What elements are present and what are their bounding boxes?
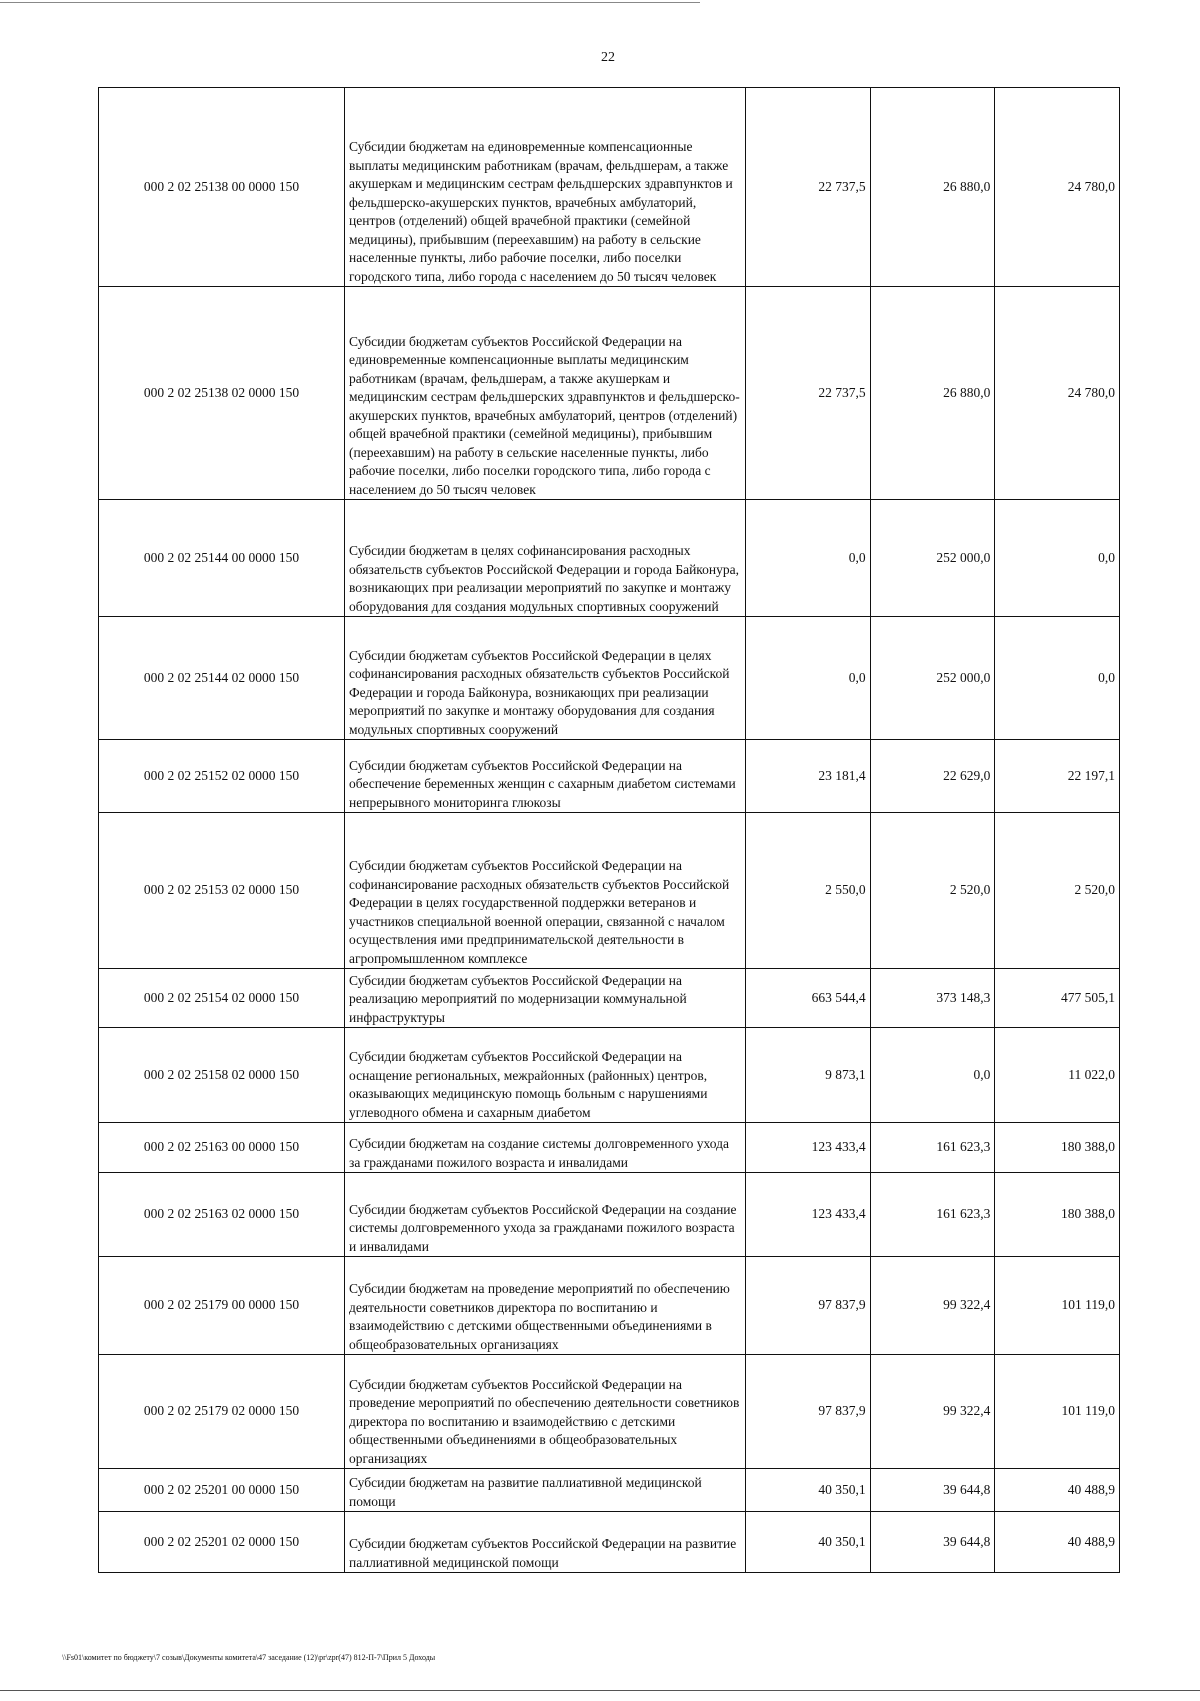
description-cell: Субсидии бюджетам субъектов Российской Федерации на создание системы долговременного ухода за гражданами пожилого возраста и инвалидами (345, 1173, 746, 1257)
amount-cell-3: 0,0 (995, 500, 1120, 617)
amount-cell-2: 373 148,3 (870, 969, 995, 1028)
amount-cell-3: 22 197,1 (995, 740, 1120, 813)
amount-cell-1: 40 350,1 (746, 1469, 871, 1512)
amount-cell-3: 0,0 (995, 617, 1120, 740)
amount-cell-2: 99 322,4 (870, 1257, 995, 1355)
budget-code-cell: 000 2 02 25179 00 0000 150 (99, 1257, 345, 1355)
amount-cell-3: 11 022,0 (995, 1028, 1120, 1123)
description-cell: Субсидии бюджетам на проведение мероприятий по обеспечению деятельности советников директора по воспитанию и взаимодействию с детскими общественными объединениями в общеобразовательных организациях (345, 1257, 746, 1355)
amount-cell-1: 123 433,4 (746, 1123, 871, 1173)
description-cell: Субсидии бюджетам субъектов Российской Федерации на развитие паллиативной медицинской помощи (345, 1512, 746, 1573)
table-row (99, 1512, 1120, 1573)
amount-cell-1: 123 433,4 (746, 1173, 871, 1257)
amount-cell-2: 161 623,3 (870, 1123, 995, 1173)
amount-cell-3: 40 488,9 (995, 1512, 1120, 1573)
budget-code-cell: 000 2 02 25138 00 0000 150 (99, 88, 345, 287)
table-row (99, 740, 1120, 813)
amount-cell-1: 0,0 (746, 500, 871, 617)
amount-cell-2: 252 000,0 (870, 500, 995, 617)
budget-code-cell: 000 2 02 25158 02 0000 150 (99, 1028, 345, 1123)
description-cell: Субсидии бюджетам субъектов Российской Федерации в целях софинансирования расходных обязательств субъектов Российской Федерации и города Байконура, возникающих при реализации мероприятий по закупке и монтажу оборудования для создания модульных спортивных сооружений (345, 617, 746, 740)
amount-cell-2: 26 880,0 (870, 88, 995, 287)
description-cell: Субсидии бюджетам на создание системы долговременного ухода за гражданами пожилого возраста и инвалидами (345, 1123, 746, 1173)
table-row (99, 813, 1120, 969)
amount-cell-1: 97 837,9 (746, 1355, 871, 1469)
table-row (99, 1028, 1120, 1123)
table-row (99, 500, 1120, 617)
amount-cell-2: 0,0 (870, 1028, 995, 1123)
table-row (99, 287, 1120, 500)
amount-cell-1: 97 837,9 (746, 1257, 871, 1355)
amount-cell-2: 26 880,0 (870, 287, 995, 500)
amount-cell-3: 24 780,0 (995, 287, 1120, 500)
amount-cell-1: 0,0 (746, 617, 871, 740)
table-row (99, 1355, 1120, 1469)
amount-cell-2: 99 322,4 (870, 1355, 995, 1469)
amount-cell-2: 2 520,0 (870, 813, 995, 969)
budget-code-cell: 000 2 02 25152 02 0000 150 (99, 740, 345, 813)
amount-cell-1: 663 544,4 (746, 969, 871, 1028)
amount-cell-1: 40 350,1 (746, 1512, 871, 1573)
amount-cell-3: 2 520,0 (995, 813, 1120, 969)
budget-code-cell: 000 2 02 25201 02 0000 150 (99, 1512, 345, 1573)
amount-cell-1: 22 737,5 (746, 287, 871, 500)
budget-code-cell: 000 2 02 25179 02 0000 150 (99, 1355, 345, 1469)
description-cell: Субсидии бюджетам в целях софинансирования расходных обязательств субъектов Российской Федерации и города Байконура, возникающих при реализации мероприятий по закупке и монтажу оборудования для создания модульных спортивных сооружений (345, 500, 746, 617)
budget-code-cell: 000 2 02 25201 00 0000 150 (99, 1469, 345, 1512)
description-cell: Субсидии бюджетам субъектов Российской Федерации на обеспечение беременных женщин с сахарным диабетом системами непрерывного мониторинга глюкозы (345, 740, 746, 813)
page-number: 22 (601, 50, 615, 65)
table-row (99, 1173, 1120, 1257)
description-cell: Субсидии бюджетам субъектов Российской Федерации на софинансирование расходных обязательств субъектов Российской Федерации в целях государственной поддержки ветеранов и участников специальной военной операции, связанной с началом осуществления ими предпринимательской деятельности в агропромышленном комплексе (345, 813, 746, 969)
amount-cell-2: 39 644,8 (870, 1512, 995, 1573)
table-row (99, 1469, 1120, 1512)
amount-cell-3: 180 388,0 (995, 1173, 1120, 1257)
table-row (99, 1257, 1120, 1355)
table-row (99, 1123, 1120, 1173)
amount-cell-1: 9 873,1 (746, 1028, 871, 1123)
amount-cell-3: 40 488,9 (995, 1469, 1120, 1512)
amount-cell-1: 23 181,4 (746, 740, 871, 813)
amount-cell-1: 2 550,0 (746, 813, 871, 969)
amount-cell-3: 477 505,1 (995, 969, 1120, 1028)
table-row (99, 617, 1120, 740)
budget-code-cell: 000 2 02 25154 02 0000 150 (99, 969, 345, 1028)
amount-cell-2: 252 000,0 (870, 617, 995, 740)
description-cell: Субсидии бюджетам субъектов Российской Федерации на оснащение региональных, межрайонных (районных) центров, оказывающих медицинскую помощь больным с нарушениями углеводного обмена и сахарным диабетом (345, 1028, 746, 1123)
amount-cell-2: 39 644,8 (870, 1469, 995, 1512)
amount-cell-3: 101 119,0 (995, 1257, 1120, 1355)
budget-code-cell: 000 2 02 25144 02 0000 150 (99, 617, 345, 740)
description-cell: Субсидии бюджетам на единовременные компенсационные выплаты медицинским работникам (врачам, фельдшерам, а также акушеркам и медицинским сестрам фельдшерских здравпунктов и фельдшерско-акушерских пунктов, врачебных амбулаторий, центров (отделений) общей врачебной практики (семейной медицины), прибывшим (переехавшим) на работу в сельские населенные пункты, либо рабочие поселки, либо поселки городского типа, либо города с населением до 50 тысяч человек (345, 88, 746, 287)
description-cell: Субсидии бюджетам на развитие паллиативной медицинской помощи (345, 1469, 746, 1512)
table-row (99, 88, 1120, 287)
budget-code-cell: 000 2 02 25138 02 0000 150 (99, 287, 345, 500)
table-row (99, 969, 1120, 1028)
amount-cell-3: 24 780,0 (995, 88, 1120, 287)
description-cell: Субсидии бюджетам субъектов Российской Федерации на единовременные компенсационные выплаты медицинским работникам (врачам, фельдшерам, а также акушеркам и медицинским сестрам фельдшерских здравпунктов и фельдшерско-акушерских пунктов, врачебных амбулаторий, центров (отделений) общей врачебной практики (семейной медицины), прибывшим (переехавшим) на работу в сельские населенные пункты, либо рабочие поселки, либо поселки городского типа, либо города с населением до 50 тысяч человек (345, 287, 746, 500)
budget-revenue-table (98, 87, 1120, 1573)
budget-code-cell: 000 2 02 25153 02 0000 150 (99, 813, 345, 969)
amount-cell-2: 161 623,3 (870, 1173, 995, 1257)
bottom-scan-rule (0, 1690, 1200, 1691)
description-cell: Субсидии бюджетам субъектов Российской Федерации на проведение мероприятий по обеспечению деятельности советников директора по воспитанию и взаимодействию с детскими общественными объединениями в общеобразовательных организациях (345, 1355, 746, 1469)
amount-cell-3: 180 388,0 (995, 1123, 1120, 1173)
top-scan-rule (0, 2, 700, 3)
budget-code-cell: 000 2 02 25144 00 0000 150 (99, 500, 345, 617)
amount-cell-2: 22 629,0 (870, 740, 995, 813)
amount-cell-3: 101 119,0 (995, 1355, 1120, 1469)
description-cell: Субсидии бюджетам субъектов Российской Федерации на реализацию мероприятий по модернизации коммунальной инфраструктуры (345, 969, 746, 1028)
amount-cell-1: 22 737,5 (746, 88, 871, 287)
budget-code-cell: 000 2 02 25163 02 0000 150 (99, 1173, 345, 1257)
budget-code-cell: 000 2 02 25163 00 0000 150 (99, 1123, 345, 1173)
footer-file-path: \\Fs01\комитет по бюджету\7 созыв\Документы комитета\47 заседание (12)\pr\zpr(47) 812-П-7\Прил 5 Доходы (62, 1653, 436, 1662)
